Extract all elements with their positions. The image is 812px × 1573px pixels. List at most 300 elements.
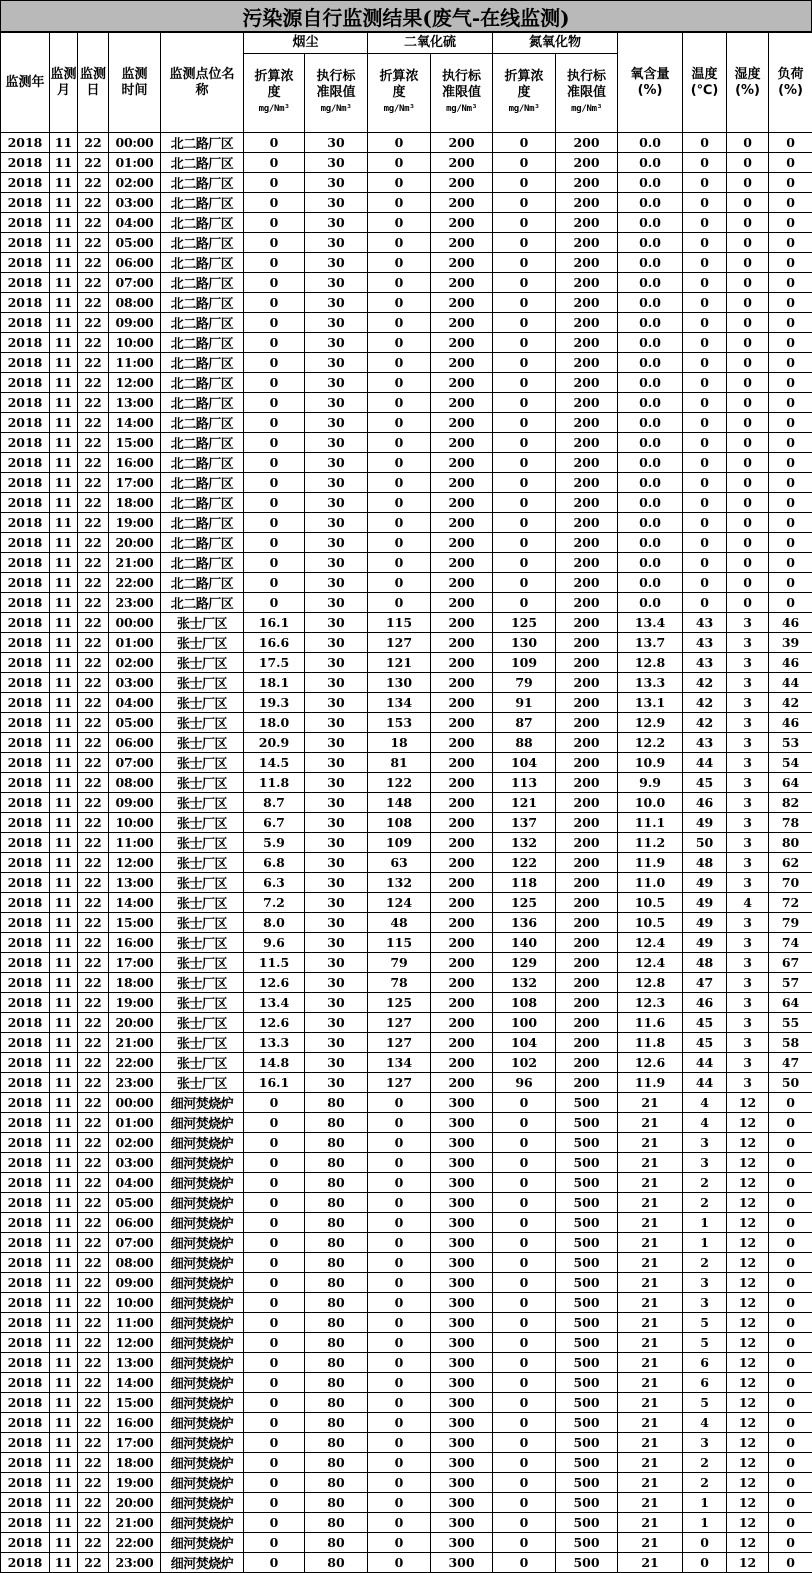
cell-so2-conc: 0 [368,513,431,533]
cell-time: 19:00 [109,993,161,1013]
cell-location: 北二路厂区 [161,533,244,553]
cell-oxygen: 21 [618,1233,683,1253]
cell-day: 22 [78,673,109,693]
cell-month: 11 [50,133,78,153]
cell-nox-conc: 0 [493,293,556,313]
cell-year: 2018 [1,1253,50,1273]
cell-location: 张士厂区 [161,693,244,713]
monitoring-table [0,32,812,1573]
cell-year: 2018 [1,953,50,973]
cell-location: 北二路厂区 [161,293,244,313]
cell-so2-conc: 127 [368,1013,431,1033]
cell-time: 18:00 [109,493,161,513]
cell-smoke-conc: 0 [244,1193,305,1213]
cell-oxygen: 21 [618,1433,683,1453]
cell-year: 2018 [1,1273,50,1293]
cell-humidity: 12 [727,1093,769,1113]
header-load: 负荷(%) [769,33,812,133]
cell-year: 2018 [1,1353,50,1373]
cell-month: 11 [50,1273,78,1293]
cell-day: 22 [78,613,109,633]
cell-humidity: 0 [727,553,769,573]
page-title: 污染源自行监测结果(废气-在线监测) [0,0,812,32]
cell-smoke-conc: 11.8 [244,773,305,793]
cell-smoke-conc: 0 [244,573,305,593]
cell-so2-conc: 0 [368,173,431,193]
cell-smoke-conc: 0 [244,1393,305,1413]
cell-so2-conc: 109 [368,833,431,853]
cell-time: 22:00 [109,1533,161,1553]
cell-humidity: 3 [727,793,769,813]
cell-smoke-conc: 12.6 [244,1013,305,1033]
cell-oxygen: 21 [618,1213,683,1233]
cell-load: 0 [769,1533,812,1553]
cell-load: 74 [769,933,812,953]
cell-load: 0 [769,1433,812,1453]
cell-nox-limit: 200 [556,873,618,893]
cell-so2-limit: 200 [431,553,493,573]
cell-year: 2018 [1,133,50,153]
cell-time: 09:00 [109,1273,161,1293]
cell-smoke-conc: 16.1 [244,1073,305,1093]
cell-day: 22 [78,533,109,553]
cell-smoke-limit: 80 [305,1213,368,1233]
cell-humidity: 0 [727,513,769,533]
header-year: 监测年 [1,33,50,133]
cell-location: 细河焚烧炉 [161,1313,244,1333]
cell-humidity: 0 [727,333,769,353]
cell-location: 北二路厂区 [161,273,244,293]
cell-year: 2018 [1,833,50,853]
cell-temp: 0 [683,553,727,573]
cell-nox-limit: 200 [556,833,618,853]
cell-time: 12:00 [109,853,161,873]
cell-smoke-limit: 30 [305,993,368,1013]
cell-location: 细河焚烧炉 [161,1393,244,1413]
cell-oxygen: 0.0 [618,453,683,473]
cell-year: 2018 [1,473,50,493]
cell-day: 22 [78,1053,109,1073]
cell-oxygen: 0.0 [618,353,683,373]
table-row [1,1173,812,1193]
cell-so2-limit: 200 [431,953,493,973]
cell-time: 16:00 [109,1413,161,1433]
cell-location: 张士厂区 [161,773,244,793]
cell-so2-limit: 200 [431,653,493,673]
cell-year: 2018 [1,193,50,213]
cell-so2-limit: 200 [431,733,493,753]
cell-day: 22 [78,593,109,613]
cell-temp: 2 [683,1453,727,1473]
cell-day: 22 [78,1253,109,1273]
cell-day: 22 [78,253,109,273]
table-row [1,713,812,733]
cell-load: 0 [769,1333,812,1353]
cell-nox-conc: 0 [493,1193,556,1213]
cell-temp: 45 [683,1013,727,1033]
cell-nox-conc: 0 [493,453,556,473]
cell-location: 细河焚烧炉 [161,1533,244,1553]
cell-nox-limit: 500 [556,1213,618,1233]
cell-smoke-limit: 30 [305,453,368,473]
cell-so2-limit: 300 [431,1553,493,1573]
cell-smoke-limit: 30 [305,1073,368,1093]
cell-oxygen: 10.5 [618,893,683,913]
cell-smoke-limit: 30 [305,293,368,313]
cell-so2-limit: 200 [431,493,493,513]
cell-temp: 3 [683,1293,727,1313]
cell-time: 05:00 [109,1193,161,1213]
cell-time: 04:00 [109,213,161,233]
cell-load: 80 [769,833,812,853]
cell-humidity: 0 [727,153,769,173]
cell-smoke-limit: 30 [305,273,368,293]
cell-year: 2018 [1,793,50,813]
cell-nox-conc: 118 [493,873,556,893]
cell-year: 2018 [1,633,50,653]
cell-so2-conc: 48 [368,913,431,933]
cell-year: 2018 [1,1453,50,1473]
table-row [1,1233,812,1253]
cell-location: 张士厂区 [161,1073,244,1093]
cell-so2-limit: 300 [431,1533,493,1553]
cell-so2-limit: 300 [431,1233,493,1253]
cell-time: 08:00 [109,773,161,793]
cell-month: 11 [50,1413,78,1433]
cell-day: 22 [78,1393,109,1413]
cell-year: 2018 [1,593,50,613]
cell-year: 2018 [1,1173,50,1193]
cell-month: 11 [50,1313,78,1333]
cell-smoke-limit: 30 [305,213,368,233]
cell-load: 62 [769,853,812,873]
cell-day: 22 [78,1473,109,1493]
cell-nox-conc: 100 [493,1013,556,1033]
header-smoke-limit: 执行标准限值 mg/Nm³ [305,54,368,133]
cell-month: 11 [50,1553,78,1573]
cell-year: 2018 [1,173,50,193]
table-row [1,513,812,533]
cell-location: 张士厂区 [161,873,244,893]
cell-load: 0 [769,1293,812,1313]
cell-smoke-conc: 0 [244,1473,305,1493]
cell-temp: 0 [683,593,727,613]
cell-nox-limit: 200 [556,273,618,293]
cell-nox-limit: 200 [556,913,618,933]
cell-nox-conc: 87 [493,713,556,733]
cell-day: 22 [78,973,109,993]
cell-so2-conc: 127 [368,1073,431,1093]
cell-location: 细河焚烧炉 [161,1553,244,1573]
cell-load: 0 [769,1193,812,1213]
header-so2: 二氧化硫 [368,33,493,54]
cell-nox-limit: 200 [556,853,618,873]
cell-month: 11 [50,1093,78,1113]
cell-nox-conc: 0 [493,493,556,513]
cell-humidity: 3 [727,973,769,993]
cell-day: 22 [78,933,109,953]
table-row [1,1353,812,1373]
header-nox-conc: 折算浓度 mg/Nm³ [493,54,556,133]
cell-smoke-conc: 0 [244,1513,305,1533]
cell-smoke-conc: 0 [244,1253,305,1273]
cell-temp: 45 [683,773,727,793]
cell-temp: 0 [683,1553,727,1573]
cell-oxygen: 0.0 [618,253,683,273]
cell-year: 2018 [1,1033,50,1053]
cell-location: 北二路厂区 [161,353,244,373]
cell-nox-limit: 500 [556,1233,618,1253]
unit-label: mg/Nm³ [556,101,617,117]
cell-so2-limit: 200 [431,673,493,693]
cell-load: 0 [769,393,812,413]
cell-so2-limit: 200 [431,273,493,293]
header-humidity: 湿度(%) [727,33,769,133]
cell-oxygen: 21 [618,1193,683,1213]
cell-so2-limit: 200 [431,573,493,593]
cell-smoke-limit: 30 [305,253,368,273]
cell-smoke-conc: 17.5 [244,653,305,673]
cell-smoke-conc: 0 [244,1313,305,1333]
header-smoke-conc: 折算浓度 mg/Nm³ [244,54,305,133]
cell-day: 22 [78,1493,109,1513]
cell-so2-conc: 0 [368,1193,431,1213]
cell-month: 11 [50,1493,78,1513]
cell-time: 21:00 [109,553,161,573]
cell-so2-conc: 127 [368,1033,431,1053]
cell-location: 细河焚烧炉 [161,1213,244,1233]
cell-so2-limit: 200 [431,753,493,773]
cell-month: 11 [50,413,78,433]
cell-month: 11 [50,433,78,453]
cell-oxygen: 10.5 [618,913,683,933]
table-row [1,673,812,693]
cell-load: 0 [769,333,812,353]
cell-month: 11 [50,313,78,333]
table-row [1,173,812,193]
cell-day: 22 [78,573,109,593]
cell-nox-conc: 0 [493,593,556,613]
cell-smoke-conc: 20.9 [244,733,305,753]
cell-smoke-conc: 0 [244,493,305,513]
cell-smoke-conc: 0 [244,553,305,573]
table-row [1,873,812,893]
cell-nox-limit: 200 [556,1053,618,1073]
cell-month: 11 [50,1533,78,1553]
cell-temp: 0 [683,333,727,353]
unit-label: mg/Nm³ [493,101,555,117]
cell-year: 2018 [1,613,50,633]
cell-location: 北二路厂区 [161,193,244,213]
cell-year: 2018 [1,1293,50,1313]
cell-so2-conc: 0 [368,1373,431,1393]
cell-smoke-conc: 0 [244,1553,305,1573]
cell-location: 张士厂区 [161,1053,244,1073]
cell-nox-conc: 0 [493,213,556,233]
cell-smoke-conc: 0 [244,273,305,293]
cell-so2-conc: 153 [368,713,431,733]
cell-so2-limit: 300 [431,1213,493,1233]
cell-temp: 48 [683,853,727,873]
cell-day: 22 [78,953,109,973]
cell-oxygen: 0.0 [618,213,683,233]
cell-time: 07:00 [109,273,161,293]
cell-so2-conc: 0 [368,273,431,293]
cell-humidity: 12 [727,1213,769,1233]
cell-smoke-limit: 30 [305,333,368,353]
cell-nox-conc: 0 [493,253,556,273]
cell-month: 11 [50,333,78,353]
cell-load: 0 [769,1113,812,1133]
cell-nox-limit: 200 [556,473,618,493]
cell-humidity: 0 [727,133,769,153]
cell-nox-limit: 200 [556,373,618,393]
cell-nox-conc: 0 [493,353,556,373]
cell-day: 22 [78,413,109,433]
cell-day: 22 [78,853,109,873]
cell-nox-limit: 200 [556,453,618,473]
cell-day: 22 [78,553,109,573]
cell-oxygen: 12.2 [618,733,683,753]
cell-time: 02:00 [109,173,161,193]
cell-nox-conc: 0 [493,1493,556,1513]
cell-temp: 0 [683,1533,727,1553]
cell-smoke-limit: 30 [305,973,368,993]
cell-humidity: 4 [727,893,769,913]
cell-humidity: 12 [727,1413,769,1433]
cell-year: 2018 [1,1093,50,1113]
cell-nox-limit: 500 [556,1433,618,1453]
cell-smoke-conc: 6.3 [244,873,305,893]
table-row [1,993,812,1013]
cell-load: 0 [769,153,812,173]
cell-temp: 46 [683,993,727,1013]
cell-load: 39 [769,633,812,653]
cell-oxygen: 0.0 [618,273,683,293]
cell-humidity: 3 [727,1073,769,1093]
cell-so2-limit: 300 [431,1173,493,1193]
cell-oxygen: 0.0 [618,233,683,253]
table-row [1,1013,812,1033]
cell-smoke-limit: 30 [305,633,368,653]
cell-time: 14:00 [109,413,161,433]
cell-humidity: 12 [727,1473,769,1493]
cell-oxygen: 0.0 [618,173,683,193]
cell-load: 47 [769,1053,812,1073]
cell-smoke-limit: 30 [305,373,368,393]
cell-month: 11 [50,1373,78,1393]
header-nox-limit: 执行标准限值 mg/Nm³ [556,54,618,133]
cell-oxygen: 12.9 [618,713,683,733]
cell-oxygen: 12.4 [618,953,683,973]
cell-smoke-limit: 30 [305,153,368,173]
cell-location: 张士厂区 [161,753,244,773]
cell-nox-limit: 200 [556,933,618,953]
cell-temp: 1 [683,1213,727,1233]
cell-temp: 0 [683,273,727,293]
cell-smoke-limit: 30 [305,1053,368,1073]
cell-temp: 0 [683,213,727,233]
cell-day: 22 [78,1513,109,1533]
cell-humidity: 3 [727,913,769,933]
cell-month: 11 [50,1053,78,1073]
cell-temp: 0 [683,313,727,333]
cell-nox-conc: 0 [493,1113,556,1133]
cell-so2-limit: 200 [431,1013,493,1033]
cell-smoke-conc: 19.3 [244,693,305,713]
table-row [1,733,812,753]
cell-oxygen: 13.4 [618,613,683,633]
cell-location: 细河焚烧炉 [161,1233,244,1253]
cell-month: 11 [50,233,78,253]
cell-month: 11 [50,1513,78,1533]
cell-load: 0 [769,493,812,513]
cell-so2-conc: 0 [368,1393,431,1413]
cell-smoke-limit: 30 [305,173,368,193]
cell-smoke-conc: 0 [244,313,305,333]
cell-nox-limit: 200 [556,633,618,653]
cell-nox-conc: 0 [493,1253,556,1273]
cell-nox-limit: 500 [556,1373,618,1393]
cell-smoke-limit: 30 [305,233,368,253]
cell-nox-limit: 500 [556,1093,618,1113]
cell-smoke-conc: 0 [244,1413,305,1433]
cell-month: 11 [50,733,78,753]
cell-smoke-conc: 0 [244,1113,305,1133]
cell-smoke-limit: 80 [305,1553,368,1573]
table-row [1,1133,812,1153]
cell-load: 0 [769,1553,812,1573]
cell-smoke-conc: 14.5 [244,753,305,773]
cell-location: 细河焚烧炉 [161,1413,244,1433]
cell-month: 11 [50,393,78,413]
cell-so2-limit: 300 [431,1293,493,1313]
cell-so2-limit: 300 [431,1193,493,1213]
cell-day: 22 [78,1353,109,1373]
cell-month: 11 [50,553,78,573]
cell-temp: 3 [683,1273,727,1293]
cell-so2-limit: 300 [431,1273,493,1293]
cell-load: 0 [769,1173,812,1193]
cell-nox-limit: 200 [556,1073,618,1093]
cell-month: 11 [50,533,78,553]
table-row [1,1213,812,1233]
cell-so2-limit: 200 [431,393,493,413]
cell-nox-limit: 500 [556,1113,618,1133]
table-row [1,353,812,373]
cell-load: 72 [769,893,812,913]
cell-temp: 1 [683,1493,727,1513]
cell-oxygen: 21 [618,1413,683,1433]
cell-nox-limit: 500 [556,1253,618,1273]
cell-humidity: 12 [727,1133,769,1153]
cell-year: 2018 [1,233,50,253]
cell-humidity: 3 [727,693,769,713]
cell-smoke-limit: 80 [305,1293,368,1313]
cell-smoke-limit: 30 [305,1033,368,1053]
cell-humidity: 12 [727,1373,769,1393]
header-oxygen: 氧含量(%) [618,33,683,133]
cell-nox-limit: 200 [556,813,618,833]
cell-load: 0 [769,453,812,473]
cell-so2-conc: 78 [368,973,431,993]
cell-temp: 4 [683,1093,727,1113]
cell-oxygen: 21 [618,1153,683,1173]
cell-nox-conc: 0 [493,193,556,213]
cell-month: 11 [50,853,78,873]
cell-year: 2018 [1,1393,50,1413]
cell-time: 13:00 [109,873,161,893]
